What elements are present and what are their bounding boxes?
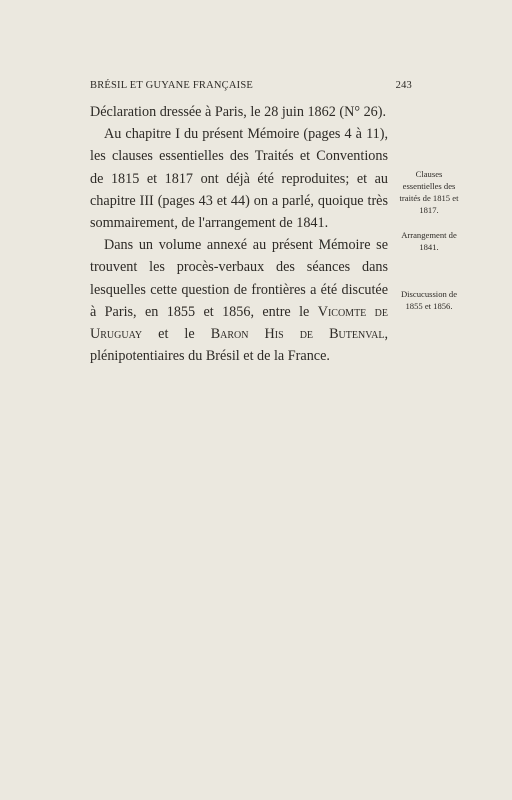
body-text <box>90 101 388 367</box>
paragraph-text-middle: et le <box>142 326 211 343</box>
paragraph-text-start: Dans un volume annexé au présent Mémoire se trouvent les procès-verbaux des séances dans lesquelles cette question de frontières a été discutée à Paris, en 1855 et 1856, entre le <box>90 237 388 320</box>
running-head <box>90 80 412 91</box>
paragraph-clauses: Au chapitre I du présent Mémoire (pages 4 à 11), les clauses essentielles des Traités et Conventions de 1815 et 1817 ont déjà été reproduites; et au chapitre III (pages 43 et 44) on a parlé, quoique très sommairement, de l'arrangement de 1841. <box>90 126 388 232</box>
page-number: 243 <box>395 80 412 91</box>
person-name-butenval: Baron His de Butenval <box>210 326 385 343</box>
paragraph-text-end: , plénipotentiaires du Brésil et de la France. <box>90 326 389 365</box>
running-head-title: BRÉSIL ET GUYANE FRANÇAISE <box>90 80 254 91</box>
paragraph-declaration: Déclaration dressée à Paris, le 28 juin 1862 (N° 26). <box>90 104 387 120</box>
margin-note-clauses: Clauses essentielles des traités de 1815 et 1817. <box>399 169 459 215</box>
paragraph-proces-verbaux <box>90 234 388 367</box>
margin-note-discussion: Discucussion de 1855 et 1856. <box>400 289 458 311</box>
person-name-uruguay: Vicomte de Uruguay <box>90 303 388 343</box>
margin-note-arrangement: Arrangement de 1841. <box>401 230 457 252</box>
